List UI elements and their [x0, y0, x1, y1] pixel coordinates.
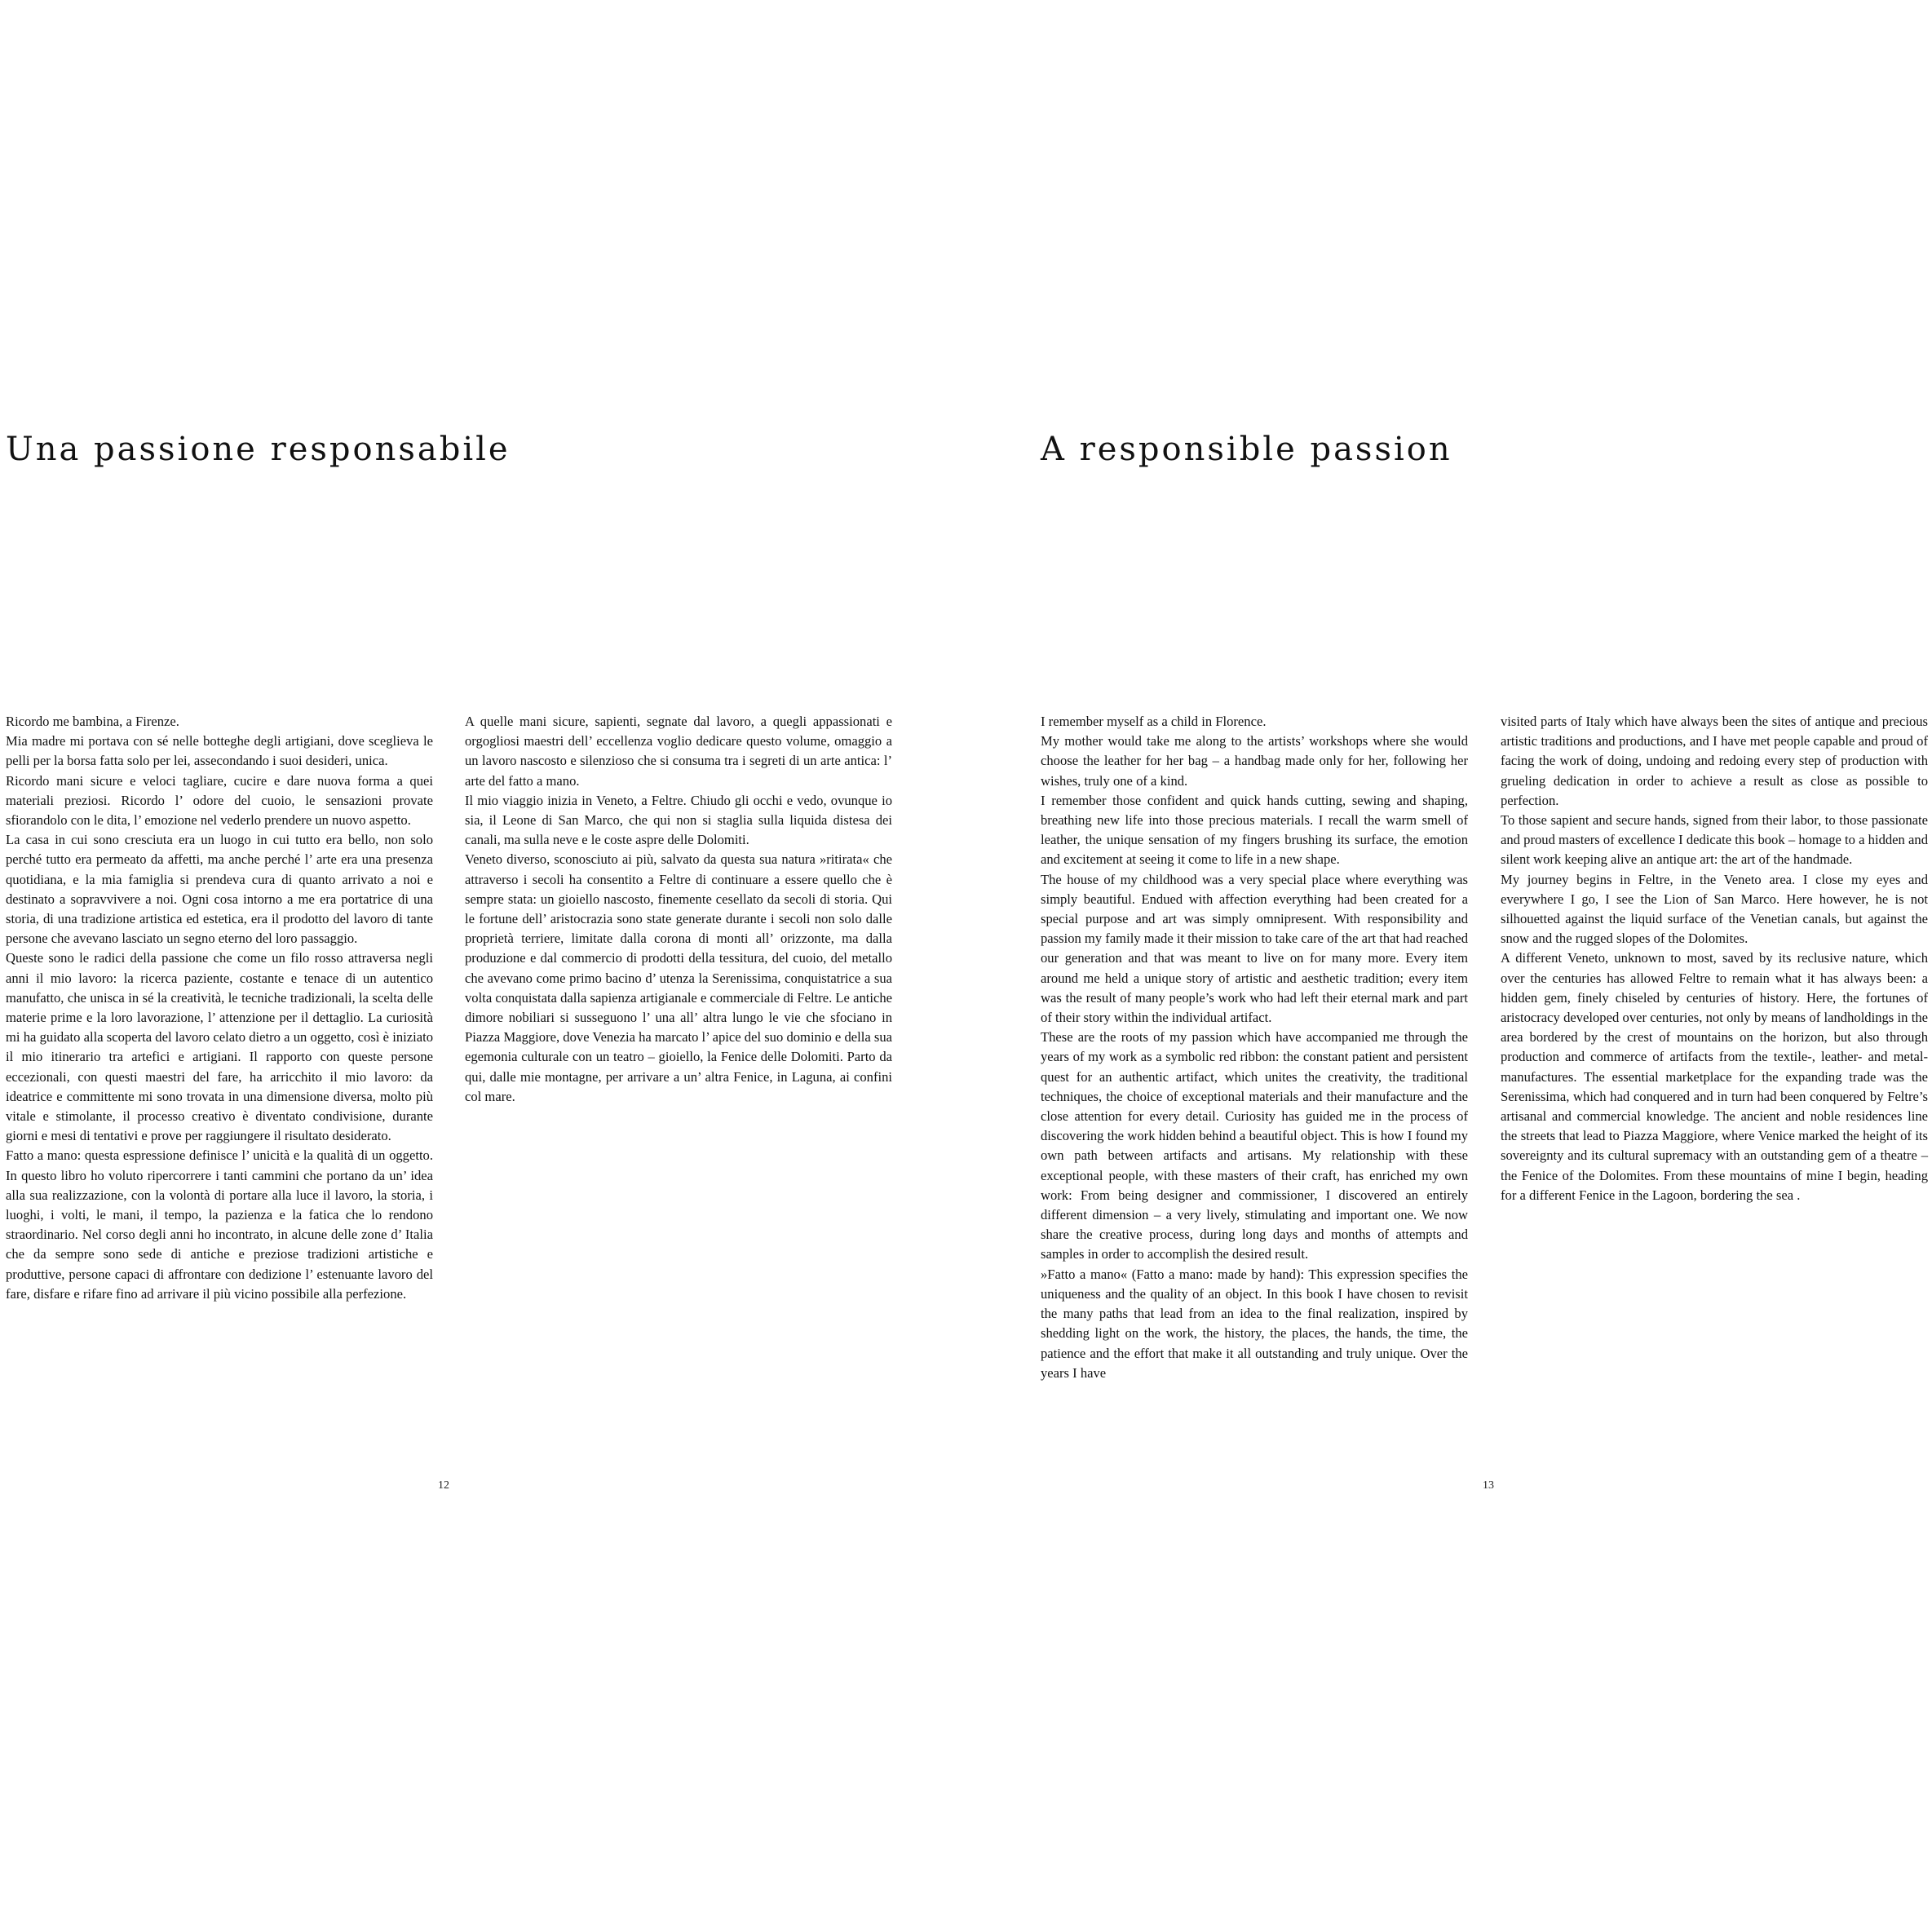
paragraph: »Fatto a mano« (Fatto a mano: made by hand): This expression specifies the uniqueness and the quality of an object. In this book I have chosen to revisit the many paths that lead from an idea to the final realization, inspired by shedding light on the work, the history, the places, the hands, the time, the patience and the effort that make it all outstanding and truly unique. Over the years I have — [1041, 1266, 1468, 1381]
paragraph: To those sapient and secure hands, signed from their labor, to those passionate and proud masters of excellence I dedicate this book – homage to a hidden and silent work keeping alive an antique art: the art of the handmade. — [1501, 812, 1928, 868]
left-page-title: Una passione responsabile — [6, 431, 511, 468]
right-page-number: 13 — [1483, 1479, 1494, 1492]
left-page-column-1 — [6, 712, 433, 1304]
paragraph: The house of my childhood was a very special place where everything was simply beautiful. Endued with affection everything had been created for a special purpose and art was simply omnipresent. With responsibility and passion my family made it their mission to take care of the art that had reached our generation and that was meant to live on for many more. Every item around me held a unique story of artistic and aesthetic tradition; every item was the result of many people’s work who had left their eternal mark and part of their story within the individual artifact. — [1041, 871, 1468, 1026]
paragraph: I remember those confident and quick hands cutting, sewing and shaping, breathing new life into those precious materials. I recall the warm smell of leather, the unique sensation of my fingers brushing its surface, the emotion and excitement at seeing it come to life in a new shape. — [1041, 792, 1468, 868]
paragraph: Queste sono le radici della passione che come un filo rosso attraversa negli anni il mio lavoro: la ricerca paziente, costante e tenace di un autentico manufatto, che unisca in sé la creatività, le tecniche tradizionali, la scelta delle materie prime e la loro lavorazione, l’ attenzione per il dettaglio. La curiosità mi ha guidato alla scoperta del lavoro celato dietro a un oggetto, così è iniziato il mio itinerario tra artefici e artigiani. Il rapporto con queste persone eccezionali, con questi maestri del fare, ha arricchito il mio lavoro: da ideatrice e committente mi sono trovata in una dimensione diversa, molto più vitale e stimolante, il processo creativo è diventato condivisione, durante giorni e mesi di tentativi e prove per raggiungere il risultato desiderato. — [6, 950, 433, 1144]
paragraph: I remember myself as a child in Florence. — [1041, 714, 1267, 729]
paragraph: My mother would take me along to the artists’ workshops where she would choose the leather for her bag – a handbag made only for her, following her wishes, truly one of a kind. — [1041, 733, 1468, 789]
right-page-column-2 — [1501, 712, 1928, 1205]
left-page-number: 12 — [438, 1479, 449, 1492]
paragraph: A different Veneto, unknown to most, saved by its reclusive nature, which over the centuries has allowed Feltre to remain what it has always been: a hidden gem, finely chiseled by centuries of history. Here, the fortunes of aristocracy developed over centuries, not only by means of landholdings in the area bordered by the crest of mountains on the horizon, but also through production and commerce of artifacts from the textile-, leather- and metal-manufactures. The essential marketplace for the expanding trade was the Serenissima, which had conquered and in turn had been conquered by Feltre’s artisanal and commercial knowledge. The ancient and noble residences line the streets that lead to Piazza Maggiore, where Venice marked the height of its sovereignty and its cultural supremacy with an outstanding gem of a theatre – the Fenice of the Dolomites. From these mountains of mine I begin, heading for a different Fenice in the Lagoon, bordering the sea . — [1501, 950, 1928, 1203]
paragraph: Ricordo me bambina, a Firenze. — [6, 714, 179, 729]
paragraph: Il mio viaggio inizia in Veneto, a Feltre. Chiudo gli occhi e vedo, ovunque io sia, il Leone di San Marco, che qui non si staglia sulla liquida distesa dei canali, ma sulla neve e le coste aspre delle Dolomiti. — [465, 792, 892, 848]
paragraph: visited parts of Italy which have always been the sites of antique and precious artistic traditions and productions, and I have met people capable and proud of facing the work of doing, undoing and redoing every step of production with grueling dedication in order to achieve a result as close as possible to perfection. — [1501, 714, 1928, 808]
paragraph: Mia madre mi portava con sé nelle botteghe degli artigiani, dove sceglieva le pelli per la borsa fatta solo per lei, assecondando i suoi desideri, unica. — [6, 733, 433, 769]
paragraph: These are the roots of my passion which have accompanied me through the years of my work as a symbolic red ribbon: the constant patient and persistent quest for an authentic artifact, which unites the creativity, the traditional techniques, the choice of exceptional materials and their manufacture and the close attention for every detail. Curiosity has guided me in the process of discovering the work hidden behind a beautiful object. This is how I found my own path between artifacts and artisans. My relationship with these exceptional people, with these masters of their craft, has enriched my own work: From being designer and commissioner, I discovered an entirely different dimension – a very lively, stimulating and important one. We now share the creative process, during long days and months of attempts and samples in order to accomplish the desired result. — [1041, 1029, 1468, 1262]
left-page-column-2 — [465, 712, 892, 1107]
paragraph: La casa in cui sono cresciuta era un luogo in cui tutto era bello, non solo perché tutto era permeato da affetti, ma anche perché l’ arte era una presenza quotidiana, e la mia famiglia si prendeva cura di quanto arrivato a noi e destinato a sopravvivere a noi. Ogni cosa intorno a me era portatrice di una storia, di una tradizione artistica ed estetica, era il prodotto del lavoro di tante persone che avevano lasciato un segno eterno del loro passaggio. — [6, 832, 433, 947]
paragraph: Ricordo mani sicure e veloci tagliare, cucire e dare nuova forma a quei materiali preziosi. Ricordo l’ odore del cuoio, le sensazioni provate sfiorandolo con le dita, l’ emozione nel vederlo prendere un nuovo aspetto. — [6, 772, 433, 829]
paragraph: My journey begins in Feltre, in the Veneto area. I close my eyes and everywhere I go, I see the Lion of San Marco. Here however, he is not silhouetted against the liquid surface of the Venetian canals, but against the snow and the rugged slopes of the Dolomites. — [1501, 871, 1928, 947]
paragraph: A quelle mani sicure, sapienti, segnate dal lavoro, a quegli appassionati e orgogliosi maestri dell’ eccellenza voglio dedicare questo volume, omaggio a un lavoro nascosto e silenzioso che si consuma tra i segreti di un arte antica: l’ arte del fatto a mano. — [465, 714, 892, 789]
paragraph: Fatto a mano: questa espressione definisce l’ unicità e la qualità di un oggetto. In questo libro ho voluto ripercorrere i tanti cammini che portano da un’ idea alla sua realizzazione, con la volontà di portare alla luce il lavoro, la storia, i luoghi, i volti, le mani, il tempo, la pazienza e la fatica che lo rendono straordinario. Nel corso degli anni ho incontrato, in alcune delle zone d’ Italia che da sempre sono sede di antiche e preziose tradizioni artistiche e produttive, persone capaci di affrontare con dedizione l’ estenuante lavoro del fare, disfare e rifare fino ad arrivare il più vicino possibile alla perfezione. — [6, 1147, 433, 1302]
paragraph: Veneto diverso, sconosciuto ai più, salvato da questa sua natura »ritirata« che attraverso i secoli ha consentito a Feltre di continuare a essere quello che è sempre stata: un gioiello nascosto, finemente cesellato da secoli di storia. Qui le fortune dell’ aristocrazia sono state generate durante i secoli non solo dalle proprietà terriere, limitate dalla corona di monti all’ orizzonte, ma dalla produzione e dal commercio di prodotti della tessitura, del cuoio, del metallo che avevano come primo bacino d’ utenza la Serenissima, conquistatrice a sua volta conquistata dalla sapienza artigianale e commerciale di Feltre. Le antiche dimore nobiliari si susseguono l’ una all’ altra lungo le vie che sfociano in Piazza Maggiore, dove Venezia ha marcato l’ apice del suo dominio e della sua egemonia culturale con un teatro – gioiello, la Fenice delle Dolomiti. Parto da qui, dalle mie montagne, per arrivare a un’ altra Fenice, in Laguna, ai confini col mare. — [465, 851, 892, 1104]
right-page-column-1 — [1041, 712, 1468, 1383]
right-page-title: A responsible passion — [1041, 431, 1452, 468]
